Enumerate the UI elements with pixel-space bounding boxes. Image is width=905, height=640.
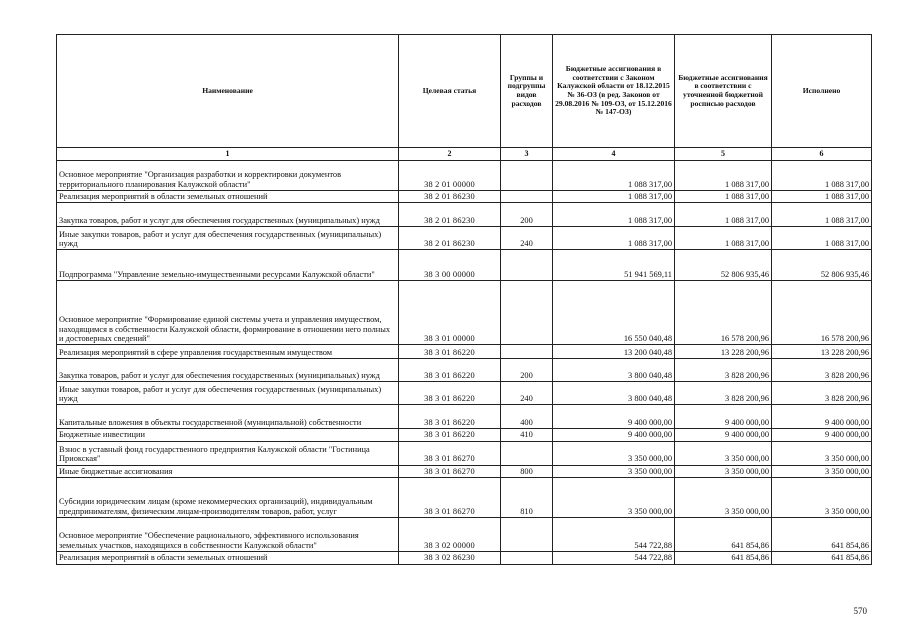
executed-cell: 3 350 000,00 (772, 465, 872, 477)
law-allocation-cell: 9 400 000,00 (553, 429, 675, 441)
expense-group-cell (501, 552, 553, 564)
table-row (57, 441, 872, 465)
row-name-cell: Иные закупки товаров, работ и услуг для обеспечения государственных (муниципальных) нужд (57, 382, 399, 405)
target-article-cell: 38 2 01 86230 (399, 227, 501, 250)
executed-cell: 1 088 317,00 (772, 161, 872, 191)
expense-group-cell (501, 345, 553, 359)
column-number: 5 (675, 148, 772, 161)
page-number: 570 (853, 606, 867, 616)
expense-group-cell (501, 441, 553, 465)
expense-group-cell (501, 191, 553, 203)
row-name-cell: Основное мероприятие "Организация разработки и корректировки документов территориального планирования Калужской области" (57, 161, 399, 191)
expense-group-cell (501, 518, 553, 552)
refined-allocation-cell: 52 806 935,46 (675, 250, 772, 281)
executed-cell: 3 828 200,96 (772, 359, 872, 382)
executed-cell: 1 088 317,00 (772, 203, 872, 227)
expense-group-cell: 200 (501, 359, 553, 382)
refined-allocation-cell: 3 350 000,00 (675, 478, 772, 518)
law-allocation-cell: 16 550 040,48 (553, 281, 675, 345)
law-allocation-cell: 51 941 569,11 (553, 250, 675, 281)
law-allocation-cell: 1 088 317,00 (553, 191, 675, 203)
refined-allocation-cell: 3 828 200,96 (675, 359, 772, 382)
column-number: 4 (553, 148, 675, 161)
expense-group-cell (501, 250, 553, 281)
refined-allocation-cell: 3 350 000,00 (675, 441, 772, 465)
target-article-cell: 38 3 01 86270 (399, 465, 501, 477)
target-article-cell: 38 3 01 86220 (399, 429, 501, 441)
refined-allocation-cell: 641 854,86 (675, 518, 772, 552)
law-allocation-cell: 3 800 040,48 (553, 359, 675, 382)
law-allocation-cell: 3 350 000,00 (553, 465, 675, 477)
header-target-article: Целевая статья (399, 35, 501, 148)
target-article-cell: 38 3 01 86270 (399, 478, 501, 518)
header-row (57, 35, 872, 148)
table-row (57, 518, 872, 552)
row-name-cell: Закупка товаров, работ и услуг для обеспечения государственных (муниципальных) нужд (57, 359, 399, 382)
table-row (57, 161, 872, 191)
expense-group-cell: 400 (501, 405, 553, 429)
expense-group-cell: 200 (501, 203, 553, 227)
law-allocation-cell: 3 350 000,00 (553, 441, 675, 465)
row-name-cell: Реализация мероприятий в области земельных отношений (57, 191, 399, 203)
expense-group-cell (501, 281, 553, 345)
row-name-cell: Субсидии юридическим лицам (кроме некоммерческих организаций), индивидуальным предпринимателям, физическим лицам-производителям товаров, работ, услуг (57, 478, 399, 518)
expense-group-cell: 810 (501, 478, 553, 518)
target-article-cell: 38 3 01 86220 (399, 382, 501, 405)
table-row (57, 405, 872, 429)
header-expense-groups: Группы и подгруппы видов расходов (501, 35, 553, 148)
table-row (57, 227, 872, 250)
expense-group-cell: 240 (501, 227, 553, 250)
target-article-cell: 38 2 01 00000 (399, 161, 501, 191)
table-row (57, 250, 872, 281)
executed-cell: 3 828 200,96 (772, 382, 872, 405)
table-row (57, 382, 872, 405)
law-allocation-cell: 1 088 317,00 (553, 203, 675, 227)
header-name: Наименование (57, 35, 399, 148)
column-number: 1 (57, 148, 399, 161)
law-allocation-cell: 1 088 317,00 (553, 227, 675, 250)
column-number-row (57, 148, 872, 161)
expense-group-cell: 800 (501, 465, 553, 477)
executed-cell: 9 400 000,00 (772, 429, 872, 441)
law-allocation-cell: 13 200 040,48 (553, 345, 675, 359)
table-row (57, 203, 872, 227)
target-article-cell: 38 3 01 86270 (399, 441, 501, 465)
law-allocation-cell: 9 400 000,00 (553, 405, 675, 429)
table-row (57, 359, 872, 382)
target-article-cell: 38 3 00 00000 (399, 250, 501, 281)
refined-allocation-cell: 1 088 317,00 (675, 191, 772, 203)
refined-allocation-cell: 9 400 000,00 (675, 405, 772, 429)
law-allocation-cell: 544 722,88 (553, 552, 675, 564)
refined-allocation-cell: 1 088 317,00 (675, 203, 772, 227)
executed-cell: 3 350 000,00 (772, 478, 872, 518)
table-row (57, 478, 872, 518)
refined-allocation-cell: 9 400 000,00 (675, 429, 772, 441)
budget-table (56, 34, 872, 565)
header-refined-allocations: Бюджетные ассигнования в соответствии с уточненной бюджетной росписью расходов (675, 35, 772, 148)
row-name-cell: Взнос в уставный фонд государственного предприятия Калужской области "Гостиница Приокская" (57, 441, 399, 465)
law-allocation-cell: 1 088 317,00 (553, 161, 675, 191)
table-row (57, 345, 872, 359)
row-name-cell: Основное мероприятие "Формирование единой системы учета и управления имуществом, находящимся в собственности Калужской области, формирование в отношении него полных и достоверных сведений" (57, 281, 399, 345)
target-article-cell: 38 3 02 86230 (399, 552, 501, 564)
header-law-allocations: Бюджетные ассигнования в соответствии с Законом Калужской области от 18.12.2015 № 36-ОЗ (в ред. Законов от 29.08.2016 № 109-ОЗ, от 15.12.2016 № 147-ОЗ) (553, 35, 675, 148)
table-row (57, 191, 872, 203)
expense-group-cell: 410 (501, 429, 553, 441)
column-number: 3 (501, 148, 553, 161)
target-article-cell: 38 3 02 00000 (399, 518, 501, 552)
target-article-cell: 38 3 01 86220 (399, 359, 501, 382)
target-article-cell: 38 3 01 86220 (399, 345, 501, 359)
executed-cell: 1 088 317,00 (772, 227, 872, 250)
table-row (57, 552, 872, 564)
row-name-cell: Иные бюджетные ассигнования (57, 465, 399, 477)
table-body (57, 161, 872, 565)
row-name-cell: Реализация мероприятий в сфере управления государственным имуществом (57, 345, 399, 359)
law-allocation-cell: 544 722,88 (553, 518, 675, 552)
target-article-cell: 38 2 01 86230 (399, 191, 501, 203)
refined-allocation-cell: 3 350 000,00 (675, 465, 772, 477)
expense-group-cell: 240 (501, 382, 553, 405)
row-name-cell: Реализация мероприятий в области земельных отношений (57, 552, 399, 564)
law-allocation-cell: 3 350 000,00 (553, 478, 675, 518)
refined-allocation-cell: 1 088 317,00 (675, 227, 772, 250)
target-article-cell: 38 3 01 86220 (399, 405, 501, 429)
law-allocation-cell: 3 800 040,48 (553, 382, 675, 405)
executed-cell: 641 854,86 (772, 552, 872, 564)
executed-cell: 641 854,86 (772, 518, 872, 552)
refined-allocation-cell: 1 088 317,00 (675, 161, 772, 191)
refined-allocation-cell: 13 228 200,96 (675, 345, 772, 359)
executed-cell: 13 228 200,96 (772, 345, 872, 359)
refined-allocation-cell: 16 578 200,96 (675, 281, 772, 345)
table-row (57, 281, 872, 345)
target-article-cell: 38 3 01 00000 (399, 281, 501, 345)
row-name-cell: Закупка товаров, работ и услуг для обеспечения государственных (муниципальных) нужд (57, 203, 399, 227)
refined-allocation-cell: 641 854,86 (675, 552, 772, 564)
table-row (57, 465, 872, 477)
expense-group-cell (501, 161, 553, 191)
row-name-cell: Бюджетные инвестиции (57, 429, 399, 441)
executed-cell: 9 400 000,00 (772, 405, 872, 429)
executed-cell: 1 088 317,00 (772, 191, 872, 203)
target-article-cell: 38 2 01 86230 (399, 203, 501, 227)
executed-cell: 3 350 000,00 (772, 441, 872, 465)
refined-allocation-cell: 3 828 200,96 (675, 382, 772, 405)
row-name-cell: Иные закупки товаров, работ и услуг для обеспечения государственных (муниципальных) нужд (57, 227, 399, 250)
row-name-cell: Подпрограмма "Управление земельно-имущественными ресурсами Калужской области" (57, 250, 399, 281)
row-name-cell: Капитальные вложения в объекты государственной (муниципальной) собственности (57, 405, 399, 429)
row-name-cell: Основное мероприятие "Обеспечение рационального, эффективного использования земельных участков, находящихся в собственности Калужской области" (57, 518, 399, 552)
column-number: 2 (399, 148, 501, 161)
header-executed: Исполнено (772, 35, 872, 148)
column-number: 6 (772, 148, 872, 161)
executed-cell: 16 578 200,96 (772, 281, 872, 345)
table-row (57, 429, 872, 441)
executed-cell: 52 806 935,46 (772, 250, 872, 281)
